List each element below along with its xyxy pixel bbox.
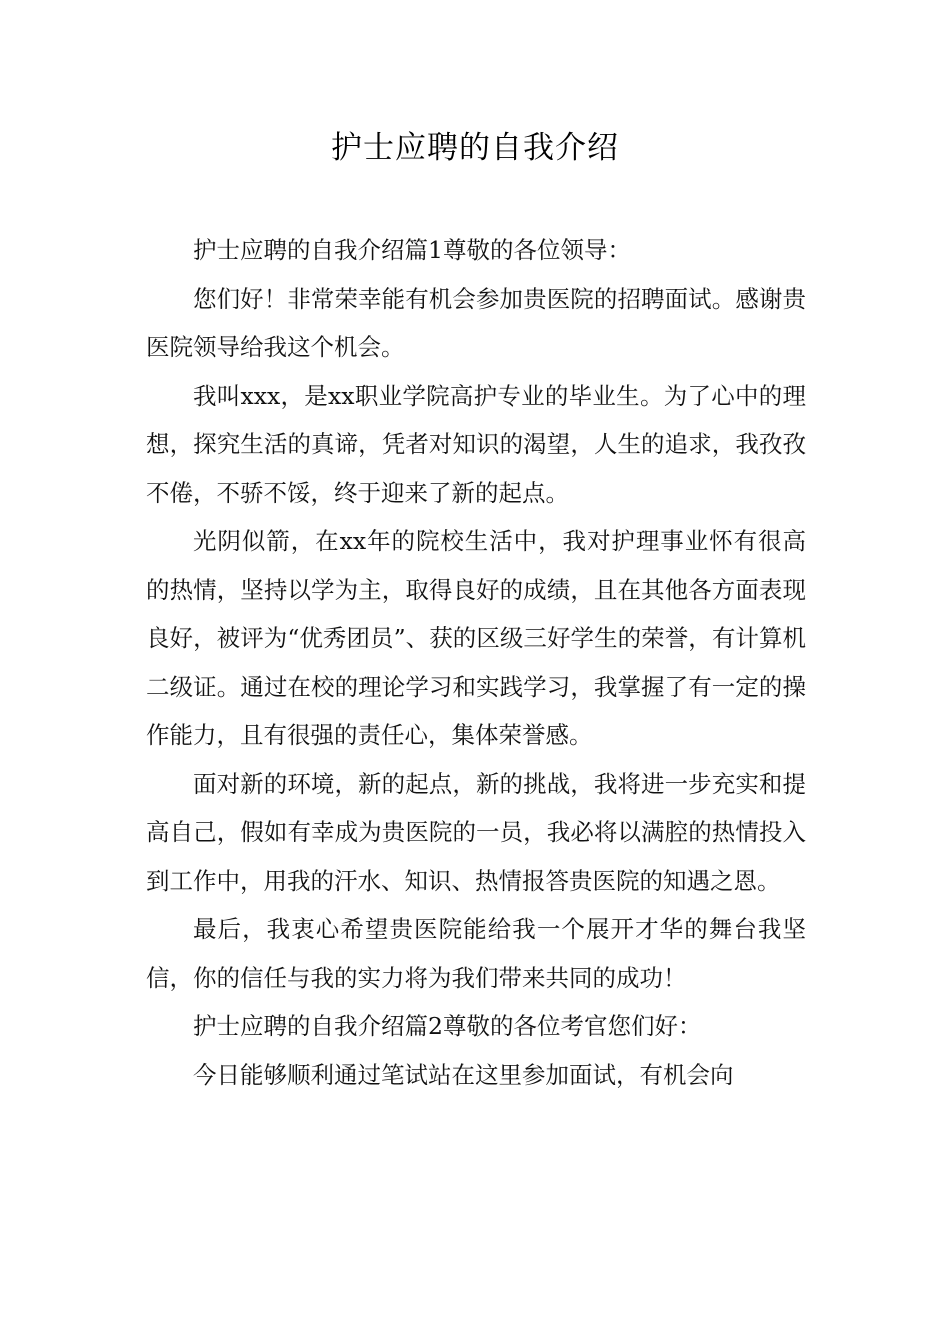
paragraph: 最后，我衷心希望贵医院能给我一个展开才华的舞台我坚信，你的信任与我的实力将为我们带来共同的成功！ xyxy=(146,915,806,992)
document-title: 护士应聘的自我介绍 xyxy=(331,130,619,166)
paragraph: 护士应聘的自我介绍篇2尊敬的各位考官您们好： xyxy=(193,1012,702,1040)
document-body xyxy=(146,226,806,1099)
paragraph: 您们好！非常荣幸能有机会参加贵医院的招聘面试。感谢贵医院领导给我这个机会。 xyxy=(146,284,806,361)
paragraph: 光阴似箭，在xx年的院校生活中，我对护理事业怀有很高的热情，坚持以学为主，取得良好的成绩，且在其他各方面表现良好，被评为“优秀团员”、获的区级三好学生的荣誉，有计算机二级证。通过在校的理论学习和实践学习，我掌握了有一定的操作能力，且有很强的责任心，集体荣誉感。 xyxy=(146,527,806,749)
paragraph: 今日能够顺利通过笔试站在这里参加面试，有机会向 xyxy=(193,1060,734,1089)
paragraph: 护士应聘的自我介绍篇1尊敬的各位领导： xyxy=(193,236,631,264)
paragraph: 面对新的环境，新的起点，新的挑战，我将进一步充实和提高自己，假如有幸成为贵医院的一员，我必将以满腔的热情投入到工作中，用我的汗水、知识、热情报答贵医院的知遇之恩。 xyxy=(146,769,806,895)
paragraph: 我叫xxx，是xx职业学院高护专业的毕业生。为了心中的理想，探究生活的真谛，凭者对知识的渴望，人生的追求，我孜孜不倦，不骄不馁，终于迎来了新的起点。 xyxy=(146,381,806,507)
